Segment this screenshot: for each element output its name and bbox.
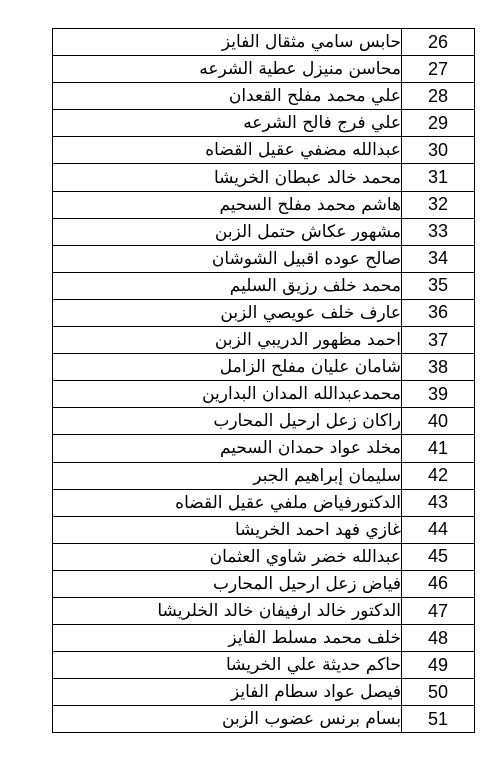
table-row	[53, 679, 475, 706]
table-row	[53, 110, 475, 137]
table-row	[53, 218, 475, 245]
table-row	[53, 191, 475, 218]
name-cell: خلف محمد مسلط الفايز	[53, 625, 402, 652]
names-table	[52, 28, 475, 733]
table-row	[53, 597, 475, 624]
table-row	[53, 56, 475, 83]
number-cell: 48	[402, 625, 475, 652]
table-row	[53, 516, 475, 543]
number-cell: 45	[402, 543, 475, 570]
name-cell: الدكتور خالد ارفيفان خالد الخلريشا	[53, 597, 402, 624]
table-row	[53, 83, 475, 110]
number-cell: 27	[402, 56, 475, 83]
table-row	[53, 435, 475, 462]
name-cell: فيصل عواد سطام الفايز	[53, 679, 402, 706]
number-cell: 49	[402, 652, 475, 679]
names-table-body	[53, 29, 475, 733]
name-cell: علي محمد مفلح القعدان	[53, 83, 402, 110]
name-cell: علي فرج فالح الشرعه	[53, 110, 402, 137]
name-cell: صالح عوده اقبيل الشوشان	[53, 245, 402, 272]
name-cell: حاكم حديثة علي الخريشا	[53, 652, 402, 679]
name-cell: حابس سامي مثقال الفايز	[53, 29, 402, 56]
name-cell: عارف خلف عويصي الزبن	[53, 299, 402, 326]
number-cell: 36	[402, 299, 475, 326]
name-cell: راكان زعل ارحيل المحارب	[53, 408, 402, 435]
name-cell: شامان عليان مفلح الزامل	[53, 354, 402, 381]
table-row	[53, 29, 475, 56]
name-cell: محمد خلف رزيق السليم	[53, 272, 402, 299]
number-cell: 50	[402, 679, 475, 706]
table-row	[53, 354, 475, 381]
table-row	[53, 652, 475, 679]
table-row	[53, 299, 475, 326]
table-row	[53, 408, 475, 435]
name-cell: عبدالله مضفي عقيل القضاه	[53, 137, 402, 164]
table-row	[53, 327, 475, 354]
number-cell: 28	[402, 83, 475, 110]
number-cell: 35	[402, 272, 475, 299]
number-cell: 42	[402, 462, 475, 489]
table-row	[53, 543, 475, 570]
name-cell: هاشم محمد مفلح السحيم	[53, 191, 402, 218]
name-cell: سليمان إبراهيم الجبر	[53, 462, 402, 489]
number-cell: 31	[402, 164, 475, 191]
number-cell: 32	[402, 191, 475, 218]
number-cell: 33	[402, 218, 475, 245]
name-cell: محمد خالد عبطان الخريشا	[53, 164, 402, 191]
name-cell: بسام برنس عضوب الزبن	[53, 706, 402, 733]
name-cell: مخلد عواد حمدان السحيم	[53, 435, 402, 462]
name-cell: فياض زعل ارحيل المحارب	[53, 570, 402, 597]
table-row	[53, 570, 475, 597]
name-cell: محاسن منيزل عطية الشرعه	[53, 56, 402, 83]
number-cell: 26	[402, 29, 475, 56]
table-row	[53, 489, 475, 516]
table-row	[53, 381, 475, 408]
number-cell: 47	[402, 597, 475, 624]
name-cell: غازي فهد احمد الخريشا	[53, 516, 402, 543]
number-cell: 40	[402, 408, 475, 435]
number-cell: 46	[402, 570, 475, 597]
table-row	[53, 137, 475, 164]
name-cell: عبدالله خضر شاوي العثمان	[53, 543, 402, 570]
table-row	[53, 164, 475, 191]
name-cell: محمدعبدالله المدان البدارين	[53, 381, 402, 408]
number-cell: 44	[402, 516, 475, 543]
number-cell: 29	[402, 110, 475, 137]
number-cell: 51	[402, 706, 475, 733]
number-cell: 30	[402, 137, 475, 164]
table-row	[53, 625, 475, 652]
name-cell: مشهور عكاش حتمل الزبن	[53, 218, 402, 245]
table-row	[53, 462, 475, 489]
table-row	[53, 272, 475, 299]
table-row	[53, 706, 475, 733]
number-cell: 38	[402, 354, 475, 381]
number-cell: 39	[402, 381, 475, 408]
number-cell: 41	[402, 435, 475, 462]
number-cell: 34	[402, 245, 475, 272]
name-cell: احمد مظهور الدريبي الزبن	[53, 327, 402, 354]
number-cell: 43	[402, 489, 475, 516]
number-cell: 37	[402, 327, 475, 354]
name-cell: الدكتورفياض ملفي عقيل القضاه	[53, 489, 402, 516]
table-row	[53, 245, 475, 272]
